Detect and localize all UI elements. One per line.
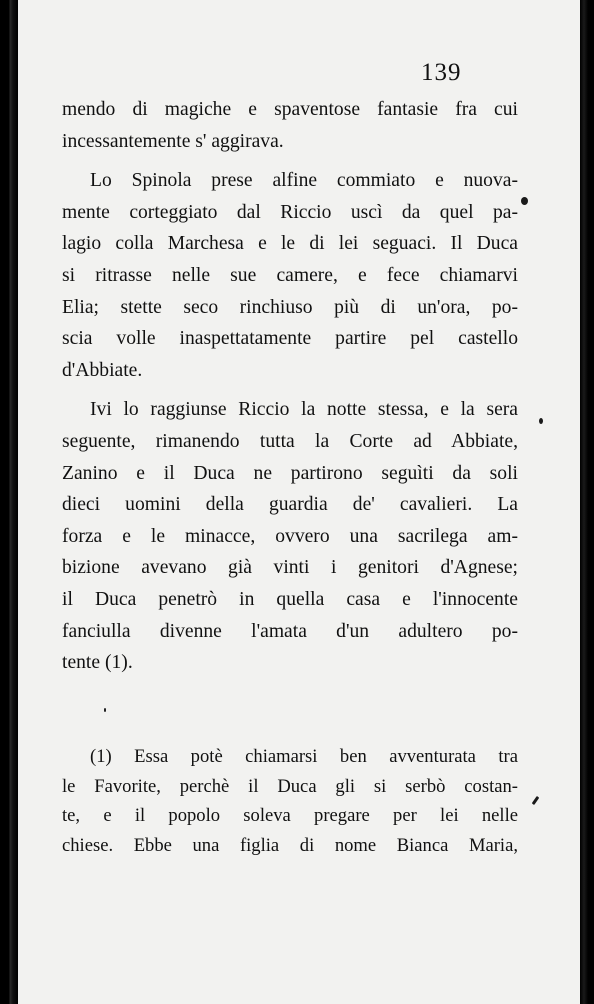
ink-speck [532,796,540,805]
page-right-edge [580,0,594,1004]
text-line: seguente, rimanendo tutta la Corte ad Abbiate, [62,430,518,452]
text-line: tente (1). [62,652,133,674]
text-line: Zanino e il Duca ne partirono seguìti da soli [62,462,518,484]
paragraph-gap [62,157,518,165]
footnote-line: te, e il popolo soleva pregare per lei nelle [62,805,518,826]
ink-speck [104,708,106,712]
page-left-edge [0,0,18,1004]
text-line: mente corteggiato dal Riccio uscì da quel pa- [62,201,518,223]
text-line: il Duca penetrò in quella casa e l'innocente [62,588,518,610]
ink-speck [539,418,543,424]
footnote-line: le Favorite, perchè il Duca gli si serbò costan- [62,775,518,797]
text-line: si ritrasse nelle sue camere, e fece chiamarvi [62,264,518,286]
text-line: incessantemente s' aggirava. [62,130,284,152]
text-line: lagio colla Marchesa e le di lei seguaci. Il Duca [62,233,518,255]
text-line: bizione avevano già vinti i genitori d'Agnese; [62,557,518,579]
text-line: fanciulla divenne l'amata d'un adultero po- [62,620,518,642]
footnote [62,742,518,860]
text-line: d'Abbiate. [62,359,143,381]
paragraph-gap [62,386,518,394]
footnote-line: chiese. Ebbe una figlia di nome Bianca Maria, [62,834,518,856]
text-line: mendo di magiche e spaventose fantasie fra cui [62,99,518,120]
text-line: forza e le minacce, ovvero una sacrilega am- [62,525,518,547]
footnote-line: (1) Essa potè chiamarsi ben avventurata tra [90,746,518,767]
text-line: Elia; stette seco rinchiuso più di un'ora, po- [62,296,518,318]
page-number: 139 [421,59,462,86]
book-page [18,0,580,1004]
text-line: dieci uomini della guardia de' cavalieri. La [62,494,518,516]
text-line: scia volle inaspettatamente partire pel castello [62,328,518,350]
text-line: Ivi lo raggiunse Riccio la notte stessa, e la sera [90,399,518,421]
ink-speck [521,197,528,205]
text-line: Lo Spinola prese alfine commiato e nuova- [90,170,518,192]
body-text [62,94,518,679]
